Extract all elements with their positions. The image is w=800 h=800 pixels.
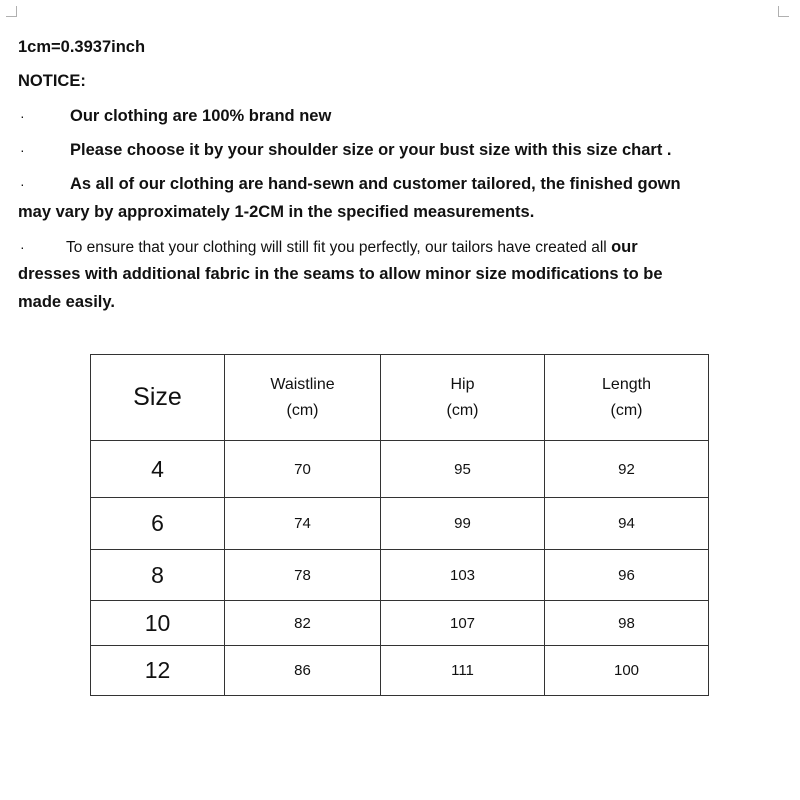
page-corner-mark-left [6,6,17,17]
notice-item-fit-line3: made easily. [18,293,115,311]
notice-item-fit-line1 [66,237,638,258]
size-chart-table [90,354,709,696]
bullet-dot: · [20,108,25,124]
waistline-cell: 78 [225,550,381,601]
bullet-dot: · [20,176,25,192]
notice-item-brand-new: Our clothing are 100% brand new [70,107,332,125]
header-length-unit: (cm) [610,401,643,419]
length-cell: 94 [545,498,709,550]
hip-cell: 107 [381,601,545,646]
length-cell: 98 [545,601,709,646]
waistline-cell: 74 [225,498,381,550]
hip-cell: 103 [381,550,545,601]
header-waistline-label: Waistline [270,375,335,393]
notice-item-hand-sewn-line2: may vary by approximately 1-2CM in the specified measurements. [18,203,535,221]
header-length [545,355,709,441]
unit-conversion: 1cm=0.3937inch [18,38,146,56]
size-cell: 6 [91,498,225,550]
notice-item-fit-line2: dresses with additional fabric in the seams to allow minor size modifications to be [18,265,663,283]
notice-heading: NOTICE: [18,72,86,90]
notice-item-hand-sewn-line1: As all of our clothing are hand-sewn and customer tailored, the finished gown [70,175,681,193]
size-cell: 8 [91,550,225,601]
header-hip [381,355,545,441]
header-hip-label: Hip [450,375,475,393]
notice-item-fit-line1-text: To ensure that your clothing will still fit you perfectly, our tailors have created all [66,239,607,256]
table-row [91,498,709,550]
length-cell: 100 [545,646,709,696]
hip-cell: 111 [381,646,545,696]
waistline-cell: 70 [225,441,381,498]
hip-cell: 99 [381,498,545,550]
length-cell: 96 [545,550,709,601]
hip-cell: 95 [381,441,545,498]
table-row [91,550,709,601]
header-hip-unit: (cm) [446,401,479,419]
table-row [91,601,709,646]
header-waistline [225,355,381,441]
bullet-dot: · [20,142,25,158]
size-cell: 10 [91,601,225,646]
size-cell: 12 [91,646,225,696]
header-length-label: Length [602,375,651,393]
table-row [91,646,709,696]
page-corner-mark-right [778,6,789,17]
notice-item-fit-line1-our: our [611,238,638,256]
waistline-cell: 86 [225,646,381,696]
waistline-cell: 82 [225,601,381,646]
header-waistline-unit: (cm) [286,401,319,419]
table-row [91,441,709,498]
size-cell: 4 [91,441,225,498]
notice-item-choose-size: Please choose it by your shoulder size or your bust size with this size chart . [70,141,672,159]
header-size: Size [91,355,225,441]
length-cell: 92 [545,441,709,498]
bullet-dot: · [20,239,25,255]
table-header-row [91,355,709,441]
